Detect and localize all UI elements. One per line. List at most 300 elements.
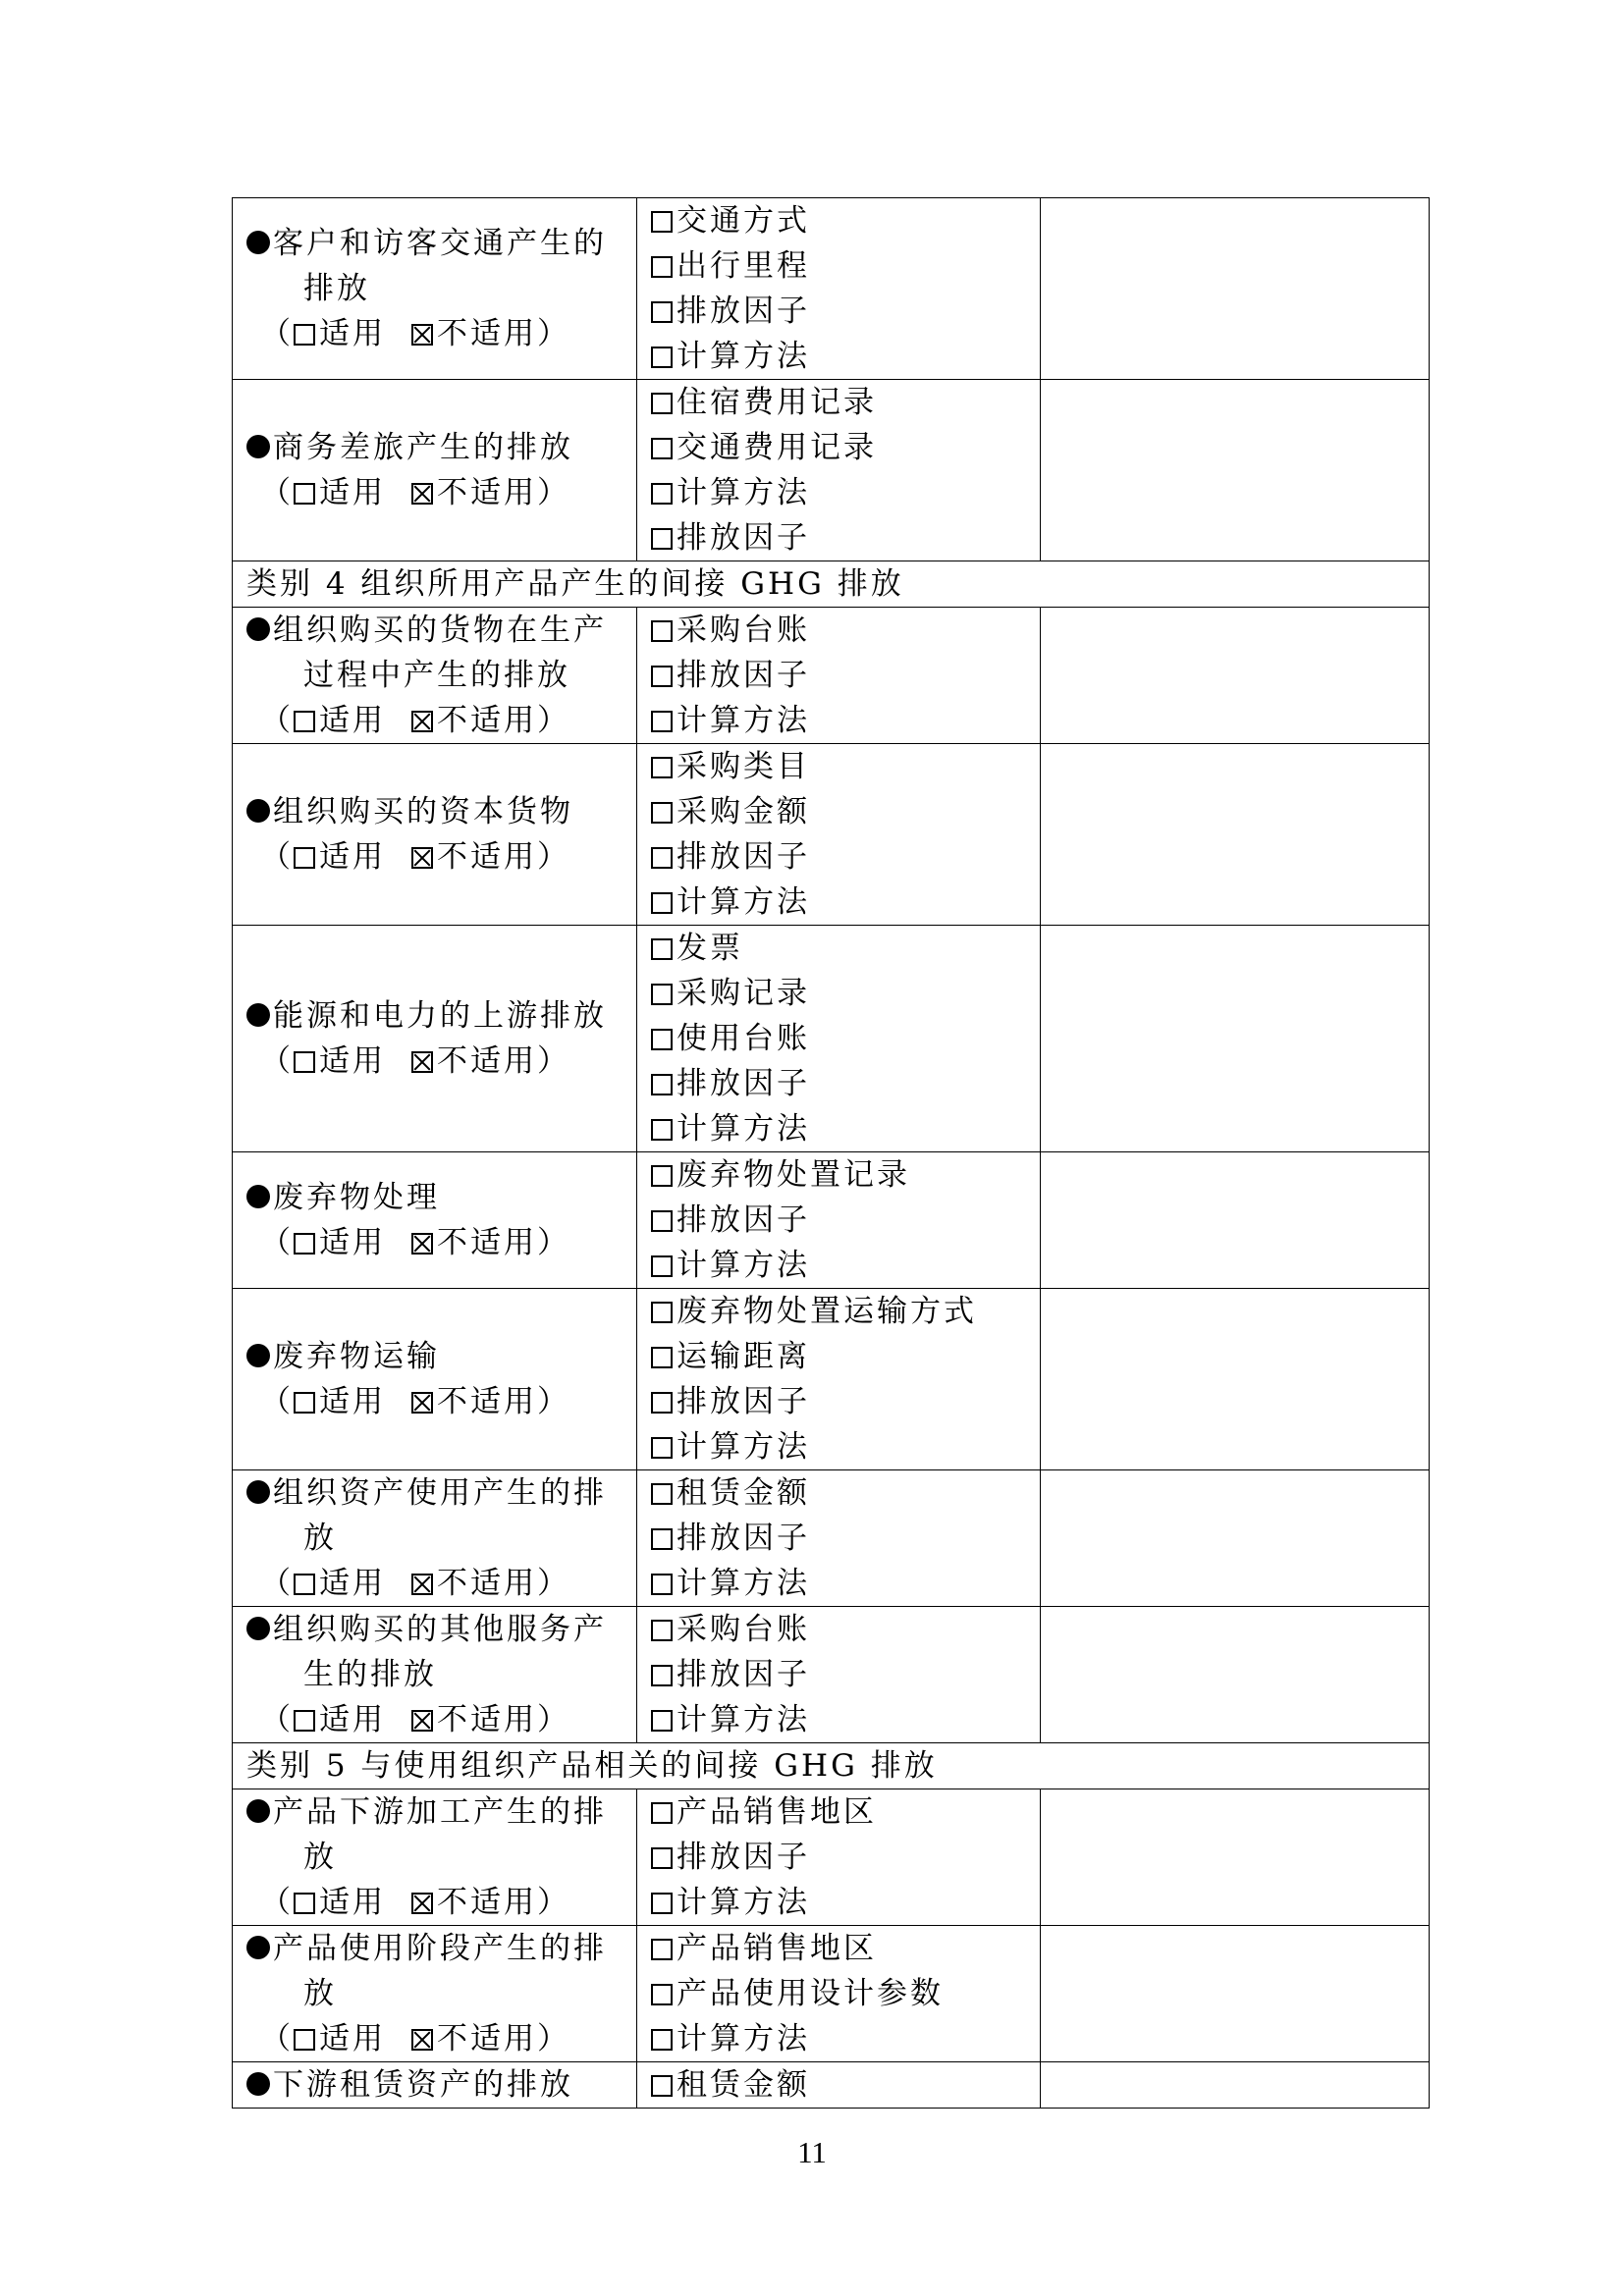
table-row (233, 1470, 1430, 1607)
open-paren: （ (260, 1702, 294, 1737)
checkbox-unchecked-icon[interactable] (651, 984, 673, 1005)
close-paren: ） (537, 1702, 570, 1737)
checkbox-unchecked-icon[interactable] (294, 1233, 315, 1255)
applicability-line (246, 834, 636, 880)
checklist-item-label: 计算方法 (677, 475, 810, 510)
applicability-line (246, 2016, 636, 2061)
checklist-item[interactable] (651, 470, 1040, 515)
open-paren: （ (260, 1043, 294, 1079)
checklist-item[interactable] (651, 515, 1040, 561)
checkbox-unchecked-icon[interactable] (651, 438, 673, 459)
checkbox-unchecked-icon[interactable] (294, 483, 315, 505)
checklist-item[interactable] (651, 744, 1040, 789)
checklist-item-label: 排放因子 (677, 839, 810, 875)
checklist-item[interactable] (651, 2016, 1040, 2061)
applicable-label: 适用 (319, 1225, 386, 1260)
not-applicable-label: 不适用 (437, 316, 537, 351)
bullet-icon (246, 1344, 270, 1367)
emission-source-cell (233, 1289, 637, 1470)
checklist-item-label: 计算方法 (677, 1702, 810, 1737)
source-label: 商务差旅产生的排放 (273, 430, 573, 465)
checkbox-crossed-icon[interactable] (411, 1233, 433, 1255)
checkbox-crossed-icon[interactable] (411, 483, 433, 505)
checkbox-unchecked-icon[interactable] (651, 1165, 673, 1187)
checkbox-unchecked-icon[interactable] (651, 1210, 673, 1232)
checkbox-unchecked-icon[interactable] (651, 711, 673, 732)
checklist-item[interactable] (651, 880, 1040, 925)
source-label: 下游租赁资产的排放 (273, 2067, 573, 2103)
checklist-item-label: 发票 (677, 931, 743, 966)
emission-source-cell (233, 1926, 637, 2062)
source-label: 废弃物运输 (273, 1339, 440, 1374)
emission-source-cell (233, 1470, 637, 1607)
checkbox-unchecked-icon[interactable] (651, 1893, 673, 1914)
emission-source-text (246, 1652, 636, 1697)
close-paren: ） (537, 2021, 570, 2056)
table-body (233, 198, 1430, 2109)
emission-source-text (246, 1835, 636, 1880)
source-label: 生的排放 (303, 1657, 437, 1692)
checkbox-unchecked-icon[interactable] (651, 1984, 673, 2005)
emission-source-cell (233, 608, 637, 744)
checklist-item-label: 排放因子 (677, 1066, 810, 1101)
source-label: 产品使用阶段产生的排 (273, 1931, 607, 1966)
checklist-item-label: 采购金额 (677, 794, 810, 829)
table-row (233, 926, 1430, 1152)
emission-source-text (246, 1789, 636, 1835)
source-label: 能源和电力的上游排放 (273, 998, 607, 1034)
applicability-line (246, 698, 636, 743)
checklist-item-label: 租赁金额 (677, 2067, 810, 2103)
checklist-item[interactable] (651, 1379, 1040, 1424)
checkbox-crossed-icon[interactable] (411, 1574, 433, 1595)
notes-cell[interactable] (1041, 608, 1430, 744)
emission-source-cell (233, 1789, 637, 1926)
emission-source-text (246, 1470, 636, 1516)
applicability-line (246, 470, 636, 515)
applicable-label: 适用 (319, 1043, 386, 1079)
checklist-item-label: 排放因子 (677, 1521, 810, 1556)
checkbox-unchecked-icon[interactable] (651, 1710, 673, 1732)
checklist-item[interactable] (651, 2062, 1040, 2108)
notes-cell[interactable] (1041, 198, 1430, 380)
close-paren: ） (537, 839, 570, 875)
checklist-item[interactable] (651, 1789, 1040, 1835)
checkbox-unchecked-icon[interactable] (651, 757, 673, 778)
checkbox-unchecked-icon[interactable] (651, 1255, 673, 1277)
checklist-item-label: 排放因子 (677, 1202, 810, 1238)
checklist-item[interactable] (651, 971, 1040, 1016)
checkbox-unchecked-icon[interactable] (651, 528, 673, 550)
checkbox-unchecked-icon[interactable] (651, 483, 673, 505)
not-applicable-label: 不适用 (437, 1885, 537, 1920)
checklist-item[interactable] (651, 1971, 1040, 2016)
source-label: 组织购买的其他服务产 (273, 1612, 607, 1647)
checklist-item-label: 计算方法 (677, 2021, 810, 2056)
emission-checklist-table (232, 197, 1430, 2109)
checkbox-unchecked-icon[interactable] (651, 1392, 673, 1414)
checkbox-unchecked-icon[interactable] (651, 620, 673, 642)
close-paren: ） (537, 1225, 570, 1260)
checklist-item-label: 排放因子 (677, 1840, 810, 1875)
bullet-icon (246, 1003, 270, 1027)
evidence-checklist-cell (637, 1152, 1041, 1289)
notes-cell[interactable] (1041, 1789, 1430, 1926)
checkbox-crossed-icon[interactable] (411, 711, 433, 732)
checklist-item[interactable] (651, 1652, 1040, 1697)
checklist-item-label: 采购类目 (677, 749, 810, 784)
category-heading: 类别 4 组织所用产品产生的间接 GHG 排放 (233, 561, 1430, 608)
applicable-label: 适用 (319, 839, 386, 875)
checklist-item-label: 交通方式 (677, 203, 810, 239)
table-row (233, 1789, 1430, 1926)
notes-cell[interactable] (1041, 926, 1430, 1152)
checkbox-unchecked-icon[interactable] (294, 1051, 315, 1073)
checklist-item-label: 产品使用设计参数 (677, 1976, 944, 2011)
checklist-item[interactable] (651, 608, 1040, 653)
table-row (233, 380, 1430, 561)
checkbox-unchecked-icon[interactable] (651, 2029, 673, 2051)
checklist-item[interactable] (651, 834, 1040, 880)
emission-source-text (246, 993, 636, 1039)
checkbox-unchecked-icon[interactable] (651, 347, 673, 368)
emission-source-text (246, 1971, 636, 2016)
checkbox-unchecked-icon[interactable] (651, 1119, 673, 1141)
bullet-icon (246, 435, 270, 458)
checklist-item[interactable] (651, 789, 1040, 834)
checklist-item-label: 废弃物处置记录 (677, 1157, 910, 1193)
checkbox-unchecked-icon[interactable] (651, 1665, 673, 1686)
checklist-item-label: 出行里程 (677, 248, 810, 284)
source-label: 客户和访客交通产生的 (273, 226, 607, 261)
close-paren: ） (537, 1043, 570, 1079)
checklist-item[interactable] (651, 243, 1040, 289)
emission-source-text (246, 1334, 636, 1379)
checkbox-unchecked-icon[interactable] (651, 847, 673, 869)
checkbox-unchecked-icon[interactable] (651, 1483, 673, 1505)
category-row (233, 561, 1430, 608)
checkbox-unchecked-icon[interactable] (651, 1528, 673, 1550)
checklist-item-label: 计算方法 (677, 1885, 810, 1920)
checklist-item[interactable] (651, 1926, 1040, 1971)
applicability-line (246, 1697, 636, 1742)
applicable-label: 适用 (319, 703, 386, 738)
checklist-item-label: 排放因子 (677, 1657, 810, 1692)
not-applicable-label: 不适用 (437, 1225, 537, 1260)
checklist-item[interactable] (651, 1198, 1040, 1243)
checklist-item[interactable] (651, 289, 1040, 334)
checkbox-unchecked-icon[interactable] (651, 393, 673, 414)
checklist-item-label: 产品销售地区 (677, 1794, 877, 1830)
checkbox-unchecked-icon[interactable] (294, 1392, 315, 1414)
emission-source-text (246, 266, 636, 311)
close-paren: ） (537, 1566, 570, 1601)
emission-source-text (246, 1926, 636, 1971)
checklist-item[interactable] (651, 334, 1040, 379)
checkbox-unchecked-icon[interactable] (651, 301, 673, 323)
applicable-label: 适用 (319, 1702, 386, 1737)
close-paren: ） (537, 1384, 570, 1419)
checklist-item-label: 计算方法 (677, 1248, 810, 1283)
bullet-icon (246, 2072, 270, 2096)
applicability-line (246, 1379, 636, 1424)
checkbox-unchecked-icon[interactable] (651, 666, 673, 687)
not-applicable-label: 不适用 (437, 2021, 537, 2056)
emission-source-text (246, 425, 636, 470)
not-applicable-label: 不适用 (437, 475, 537, 510)
checkbox-unchecked-icon[interactable] (651, 1847, 673, 1869)
notes-cell[interactable] (1041, 2062, 1430, 2109)
checklist-item[interactable] (651, 1607, 1040, 1652)
not-applicable-label: 不适用 (437, 1384, 537, 1419)
source-label: 放 (303, 1521, 337, 1556)
emission-source-text (246, 1607, 636, 1652)
checklist-item-label: 排放因子 (677, 520, 810, 556)
source-label: 组织购买的资本货物 (273, 794, 573, 829)
checklist-item[interactable] (651, 1289, 1040, 1334)
emission-source-cell (233, 926, 637, 1152)
checklist-item-label: 运输距离 (677, 1339, 810, 1374)
open-paren: （ (260, 1566, 294, 1601)
checklist-item[interactable] (651, 1016, 1040, 1061)
checkbox-unchecked-icon[interactable] (651, 1939, 673, 1960)
checkbox-unchecked-icon[interactable] (651, 1437, 673, 1459)
notes-cell[interactable] (1041, 380, 1430, 561)
checkbox-crossed-icon[interactable] (411, 2029, 433, 2051)
checkbox-unchecked-icon[interactable] (294, 324, 315, 346)
applicable-label: 适用 (319, 316, 386, 351)
emission-source-text (246, 1516, 636, 1561)
checklist-item[interactable] (651, 1561, 1040, 1606)
checkbox-unchecked-icon[interactable] (651, 256, 673, 278)
page-number: 11 (797, 2135, 827, 2169)
checklist-item-label: 交通费用记录 (677, 430, 877, 465)
evidence-checklist-cell (637, 744, 1041, 926)
checklist-item[interactable] (651, 1880, 1040, 1925)
evidence-checklist-cell (637, 1470, 1041, 1607)
checklist-item-label: 计算方法 (677, 884, 810, 920)
checkbox-unchecked-icon[interactable] (651, 802, 673, 824)
checklist-item-label: 采购台账 (677, 1612, 810, 1647)
open-paren: （ (260, 1885, 294, 1920)
checklist-item[interactable] (651, 380, 1040, 425)
applicable-label: 适用 (319, 475, 386, 510)
checklist-item-label: 排放因子 (677, 1384, 810, 1419)
checkbox-unchecked-icon[interactable] (651, 1302, 673, 1323)
checklist-item-label: 产品销售地区 (677, 1931, 877, 1966)
evidence-checklist-cell (637, 198, 1041, 380)
notes-cell[interactable] (1041, 1152, 1430, 1289)
open-paren: （ (260, 2021, 294, 2056)
emission-source-text (246, 2062, 636, 2108)
bullet-icon (246, 1480, 270, 1504)
checkbox-crossed-icon[interactable] (411, 1392, 433, 1414)
checklist-item-label: 采购台账 (677, 613, 810, 648)
applicability-line (246, 1039, 636, 1084)
emission-source-text (246, 653, 636, 698)
bullet-icon (246, 1936, 270, 1959)
table-row (233, 744, 1430, 926)
checkbox-unchecked-icon[interactable] (651, 1620, 673, 1641)
evidence-checklist-cell (637, 1789, 1041, 1926)
checkbox-crossed-icon[interactable] (411, 324, 433, 346)
applicability-line (246, 311, 636, 356)
evidence-checklist-cell (637, 380, 1041, 561)
notes-cell[interactable] (1041, 1289, 1430, 1470)
checkbox-crossed-icon[interactable] (411, 1893, 433, 1914)
checklist-item[interactable] (651, 1835, 1040, 1880)
evidence-checklist-cell (637, 608, 1041, 744)
evidence-checklist-cell (637, 1289, 1041, 1470)
emission-source-text (246, 1175, 636, 1220)
emission-source-cell (233, 2062, 637, 2109)
source-label: 放 (303, 1840, 337, 1875)
checklist-item-label: 住宿费用记录 (677, 385, 877, 420)
checklist-item[interactable] (651, 198, 1040, 243)
checklist-item-label: 排放因子 (677, 294, 810, 329)
checkbox-unchecked-icon[interactable] (294, 711, 315, 732)
applicable-label: 适用 (319, 1885, 386, 1920)
applicable-label: 适用 (319, 1384, 386, 1419)
checklist-item[interactable] (651, 1470, 1040, 1516)
not-applicable-label: 不适用 (437, 839, 537, 875)
checklist-item[interactable] (651, 1106, 1040, 1151)
checklist-item-label: 计算方法 (677, 339, 810, 374)
checkbox-unchecked-icon[interactable] (651, 1802, 673, 1824)
table-row (233, 1289, 1430, 1470)
open-paren: （ (260, 475, 294, 510)
checklist-item[interactable] (651, 1061, 1040, 1106)
notes-cell[interactable] (1041, 1607, 1430, 1743)
open-paren: （ (260, 1225, 294, 1260)
notes-cell[interactable] (1041, 744, 1430, 926)
notes-cell[interactable] (1041, 1926, 1430, 2062)
checklist-item-label: 计算方法 (677, 1566, 810, 1601)
category-row (233, 1743, 1430, 1789)
table-row (233, 2062, 1430, 2109)
evidence-checklist-cell (637, 1607, 1041, 1743)
table-row (233, 1152, 1430, 1289)
bullet-icon (246, 1185, 270, 1208)
emission-source-text (246, 221, 636, 266)
checkbox-unchecked-icon[interactable] (651, 1074, 673, 1095)
source-label: 排放 (303, 271, 370, 306)
emission-source-text (246, 608, 636, 653)
open-paren: （ (260, 839, 294, 875)
checkbox-unchecked-icon[interactable] (294, 1574, 315, 1595)
close-paren: ） (537, 475, 570, 510)
notes-cell[interactable] (1041, 1470, 1430, 1607)
not-applicable-label: 不适用 (437, 1566, 537, 1601)
open-paren: （ (260, 703, 294, 738)
checklist-item[interactable] (651, 1243, 1040, 1288)
checklist-item-label: 计算方法 (677, 1429, 810, 1465)
category-heading: 类别 5 与使用组织产品相关的间接 GHG 排放 (233, 1743, 1430, 1789)
checklist-item[interactable] (651, 425, 1040, 470)
source-label: 废弃物处理 (273, 1180, 440, 1215)
checklist-item-label: 计算方法 (677, 703, 810, 738)
checkbox-crossed-icon[interactable] (411, 1051, 433, 1073)
table-row (233, 608, 1430, 744)
checkbox-unchecked-icon[interactable] (294, 847, 315, 869)
emission-source-cell (233, 198, 637, 380)
applicability-line (246, 1220, 636, 1265)
checklist-item[interactable] (651, 1697, 1040, 1742)
checklist-item[interactable] (651, 1516, 1040, 1561)
close-paren: ） (537, 1885, 570, 1920)
bullet-icon (246, 617, 270, 641)
source-label: 放 (303, 1976, 337, 2011)
bullet-icon (246, 799, 270, 823)
checklist-item[interactable] (651, 926, 1040, 971)
emission-source-cell (233, 744, 637, 926)
checkbox-unchecked-icon[interactable] (651, 1574, 673, 1595)
source-label: 产品下游加工产生的排 (273, 1794, 607, 1830)
evidence-checklist-cell (637, 1926, 1041, 2062)
bullet-icon (246, 1617, 270, 1640)
not-applicable-label: 不适用 (437, 703, 537, 738)
applicability-line (246, 1880, 636, 1925)
checkbox-unchecked-icon[interactable] (651, 1347, 673, 1368)
checkbox-crossed-icon[interactable] (411, 1710, 433, 1732)
source-label: 组织购买的货物在生产 (273, 613, 607, 648)
emission-source-text (246, 789, 636, 834)
checkbox-unchecked-icon[interactable] (294, 1893, 315, 1914)
table-row (233, 1926, 1430, 2062)
checklist-item-label: 采购记录 (677, 976, 810, 1011)
checklist-item-label: 排放因子 (677, 658, 810, 693)
checkbox-crossed-icon[interactable] (411, 847, 433, 869)
evidence-checklist-cell (637, 2062, 1041, 2109)
checkbox-unchecked-icon[interactable] (651, 2075, 673, 2097)
checklist-item-label: 租赁金额 (677, 1475, 810, 1511)
emission-source-cell (233, 380, 637, 561)
open-paren: （ (260, 316, 294, 351)
checklist-item-label: 废弃物处置运输方式 (677, 1294, 977, 1329)
checklist-item[interactable] (651, 1424, 1040, 1469)
checkbox-unchecked-icon[interactable] (651, 211, 673, 233)
checklist-item[interactable] (651, 1152, 1040, 1198)
applicable-label: 适用 (319, 2021, 386, 2056)
open-paren: （ (260, 1384, 294, 1419)
emission-source-cell (233, 1607, 637, 1743)
applicable-label: 适用 (319, 1566, 386, 1601)
close-paren: ） (537, 703, 570, 738)
evidence-checklist-cell (637, 926, 1041, 1152)
checklist-item[interactable] (651, 698, 1040, 743)
checkbox-unchecked-icon[interactable] (651, 892, 673, 914)
bullet-icon (246, 1799, 270, 1823)
bullet-icon (246, 231, 270, 254)
close-paren: ） (537, 316, 570, 351)
applicability-line (246, 1561, 636, 1606)
checkbox-unchecked-icon[interactable] (651, 938, 673, 960)
not-applicable-label: 不适用 (437, 1043, 537, 1079)
not-applicable-label: 不适用 (437, 1702, 537, 1737)
checklist-item-label: 使用台账 (677, 1021, 810, 1056)
source-label: 组织资产使用产生的排 (273, 1475, 607, 1511)
checkbox-unchecked-icon[interactable] (294, 2029, 315, 2051)
checklist-item[interactable] (651, 1334, 1040, 1379)
table-row (233, 1607, 1430, 1743)
checkbox-unchecked-icon[interactable] (651, 1029, 673, 1050)
emission-source-cell (233, 1152, 637, 1289)
source-label: 过程中产生的排放 (303, 658, 570, 693)
checklist-item[interactable] (651, 653, 1040, 698)
table-row (233, 198, 1430, 380)
checkbox-unchecked-icon[interactable] (294, 1710, 315, 1732)
checklist-item-label: 计算方法 (677, 1111, 810, 1147)
